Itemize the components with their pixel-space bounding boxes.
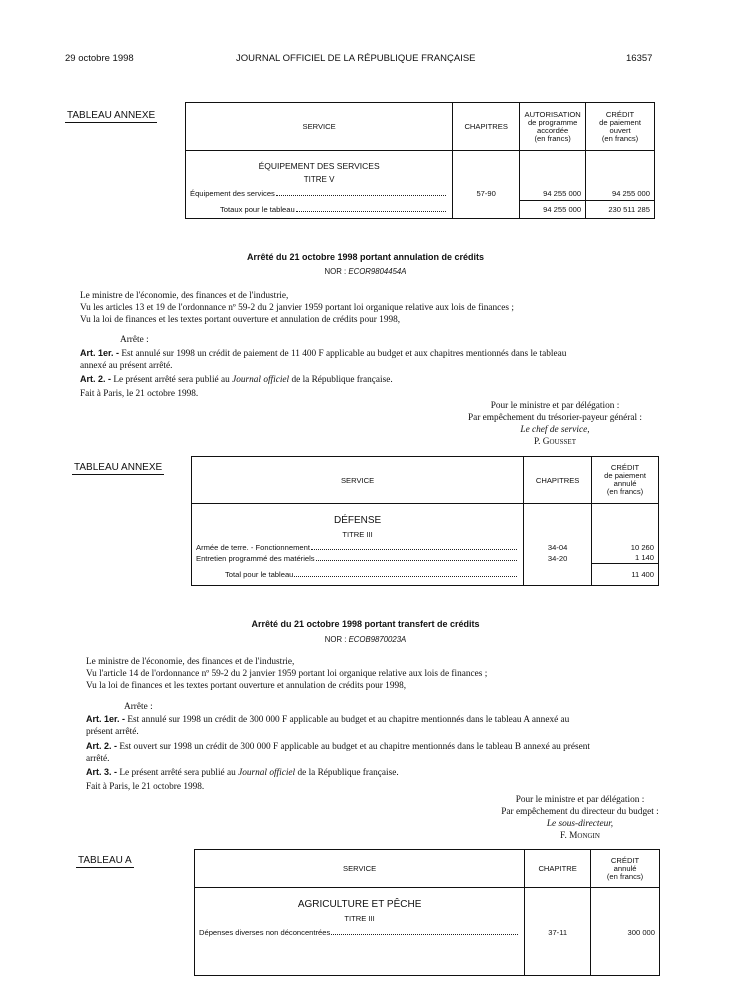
arrete2-art1-line2: présent arrêté.: [86, 727, 139, 737]
table3-section: AGRICULTURE ET PÊCHE: [195, 888, 525, 912]
table1-total-auth: 94 255 000: [520, 201, 586, 219]
arrete1-fait: Fait à Paris, le 21 octobre 1998.: [80, 389, 199, 399]
table1-titre: TITRE V: [186, 173, 453, 187]
arrete2-art3-label: Art. 3. -: [86, 767, 118, 777]
arrete1-nor-label: NOR :: [324, 267, 347, 276]
table1-col-credit-l4: (en francs): [601, 133, 639, 143]
arrete2-art2-line1: Est ouvert sur 1998 un crédit de 300 000 F applicable au budget et au chapitre mentionnés dans le tableau B annexé au présent: [119, 742, 590, 752]
arrete1-art1: [80, 347, 660, 372]
arrete2-preamble: [86, 656, 666, 692]
table3-row-credit: 300 000: [591, 926, 660, 940]
arrete1-sig1: Pour le ministre et par délégation :: [490, 401, 620, 411]
arrete2-art2: [86, 740, 666, 765]
table2-col-chapitres: CHAPITRES: [524, 457, 592, 504]
table2-col-credit-l4: (en francs): [606, 487, 644, 496]
arrete2-art1-line1: Est annulé sur 1998 un crédit de 300 000 F applicable au budget et au chapitre mentionnés dans le tableau A annexé au: [127, 715, 570, 725]
table3-col-credit-l3: (en francs): [606, 871, 644, 881]
table1-row-credit: 94 255 000: [586, 187, 655, 201]
arrete2-p2: Vu l'article 14 de l'ordonnance nº 59-2 du 2 janvier 1959 portant loi organique relative aux lois de finances ;: [86, 669, 488, 679]
journal-title: JOURNAL OFFICIEL DE LA RÉPUBLIQUE FRANÇAISE: [236, 53, 476, 64]
table1-tag: TABLEAU ANNEXE: [67, 110, 156, 121]
arrete1-art2-italic: Journal officiel: [232, 375, 290, 385]
table2-total-credit: 11 400: [592, 564, 659, 586]
table1-col-credit-l2: de paiement: [599, 117, 641, 127]
arrete2-sig2: Par empêchement du directeur du budget :: [501, 807, 659, 817]
table1-col-auth-l1: AUTORISATION: [524, 109, 581, 119]
table3-col-credit-l1: CRÉDIT: [610, 855, 640, 865]
arrete1-p2: Vu les articles 13 et 19 de l'ordonnance nº 59-2 du 2 janvier 1959 portant loi organique relative aux lois de finances ;: [80, 303, 514, 313]
arrete1-signature: [440, 400, 670, 448]
arrete1-p3: Vu la loi de finances et les textes portant ouverture et annulation de crédits pour 1998,: [80, 315, 401, 325]
table2-row-1: [192, 542, 524, 553]
table1-row-label: Équipement des services: [190, 189, 275, 198]
table1-total-credit: 230 511 285: [586, 201, 655, 219]
table1-col-auth: [520, 103, 586, 151]
table1-total-label: Totaux pour le tableau: [220, 204, 295, 214]
arrete1-art1-label: Art. 1er. -: [80, 348, 120, 358]
arrete1-nor: [0, 267, 731, 276]
table1-col-service: SERVICE: [186, 103, 453, 151]
arrete2-art3-italic: Journal officiel: [238, 768, 296, 778]
table3-col-service: SERVICE: [195, 850, 525, 888]
table1: [185, 102, 655, 219]
table2-row-2-credit: 1 140: [592, 553, 659, 564]
arrete2-art1-label: Art. 1er. -: [86, 714, 126, 724]
table2: [191, 456, 659, 586]
arrete2-art3-text-b: de la République française.: [295, 768, 399, 778]
arrete2-sig4: F. Mongin: [560, 831, 600, 841]
table2-row-2-chap: 34-20: [524, 553, 592, 564]
table1-col-credit-l3: ouvert: [609, 125, 631, 135]
table2-total-label: Total pour le tableau: [225, 569, 294, 579]
arrete2-sig3: Le sous-directeur,: [546, 819, 614, 829]
arrete2-title: Arrêté du 21 octobre 1998 portant transfert de crédits: [251, 619, 480, 629]
arrete2-arrete: Arrête :: [124, 702, 153, 712]
table1-col-auth-l4: (en francs): [534, 133, 571, 143]
table3-col-chapitre: CHAPITRE: [525, 850, 591, 888]
arrete2-art3: [86, 766, 399, 779]
arrete2-p3: Vu la loi de finances et les textes portant ouverture et annulation de crédits pour 1998,: [86, 681, 407, 691]
table2-col-service: SERVICE: [192, 457, 524, 504]
table1-col-auth-l3: accordée: [537, 125, 569, 135]
table2-tag: TABLEAU ANNEXE: [74, 462, 163, 473]
table2-row-1-chap: 34-04: [524, 542, 592, 553]
table2-col-credit-l2: de paiement: [604, 471, 646, 480]
arrete1-sig3: Le chef de service,: [520, 425, 590, 435]
table1-col-credit-l1: CRÉDIT: [605, 109, 635, 119]
table1-col-credit: [586, 103, 655, 151]
table2-titre: TITRE III: [192, 528, 524, 542]
arrete1-preamble: [80, 290, 660, 326]
table1-col-chapitres: CHAPITRES: [453, 103, 520, 151]
header-date: 29 octobre 1998: [65, 53, 134, 64]
arrete1-art2: [80, 373, 393, 386]
table2-section: DÉFENSE: [192, 504, 524, 528]
table3-row-label: Dépenses diverses non déconcentrées: [199, 928, 331, 937]
page-number: 16357: [626, 53, 653, 64]
table3-titre: TITRE III: [195, 912, 525, 926]
arrete2-p1: Le ministre de l'économie, des finances et de l'industrie,: [86, 657, 295, 667]
table1-col-auth-l2: de programme: [527, 117, 578, 127]
table2-row-1-label: Armée de terre. - Fonctionnement: [196, 542, 310, 552]
arrete2-nor: [0, 635, 731, 644]
table2-row-2-label: Entretien programmé des matériels: [196, 553, 315, 563]
arrete1-arrete: Arrête :: [120, 335, 149, 345]
table1-row-auth: 94 255 000: [520, 187, 586, 201]
table3-col-credit: [591, 850, 660, 888]
arrete2-art2-line2: arrêté.: [86, 754, 110, 764]
table3-col-credit-l2: annulé: [613, 863, 637, 873]
arrete2-art2-label: Art. 2. -: [86, 741, 118, 751]
arrete2-art3-text-a: Le présent arrêté sera publié au: [119, 768, 239, 778]
arrete1-art1-line2: annexé au présent arrêté.: [80, 361, 173, 371]
arrete2-art1: [86, 713, 666, 738]
table2-row-2: [192, 553, 524, 564]
arrete1-nor-code: ECOR9804454A: [348, 267, 407, 276]
arrete1-art2-text-b: de la République française.: [289, 375, 393, 385]
table2-col-credit: [592, 457, 659, 504]
table3-tag: TABLEAU A: [78, 855, 132, 866]
arrete2-sig1: Pour le ministre et par délégation :: [515, 795, 645, 805]
table2-total: [192, 564, 524, 586]
arrete1-art2-text-a: Le présent arrêté sera publié au: [113, 375, 233, 385]
table1-section: ÉQUIPEMENT DES SERVICES: [186, 151, 453, 173]
arrete1-sig4: P. Gousset: [534, 437, 576, 447]
arrete1-title: Arrêté du 21 octobre 1998 portant annulation de crédits: [246, 252, 485, 262]
arrete1-art1-line1: Est annulé sur 1998 un crédit de paiement de 11 400 F applicable au budget et aux chapitres mentionnés dans le tableau: [121, 349, 567, 359]
table2-col-credit-l3: annulé: [613, 479, 637, 488]
table3-row-chap: 37-11: [525, 926, 591, 940]
arrete2-nor-label: NOR :: [324, 635, 347, 644]
table1-total: [186, 201, 453, 219]
table3: [194, 849, 660, 976]
arrete1-p1: Le ministre de l'économie, des finances et de l'industrie,: [80, 291, 289, 301]
table2-row-1-credit: 10 260: [592, 542, 659, 553]
table2-col-credit-l1: CRÉDIT: [610, 463, 640, 472]
arrete1-sig2: Par empêchement du trésorier-payeur général :: [467, 413, 643, 423]
arrete2-signature: [460, 794, 700, 842]
arrete2-nor-code: ECOB9870023A: [348, 635, 407, 644]
table1-row-chap: 57-90: [453, 187, 520, 201]
arrete1-art2-label: Art. 2. -: [80, 374, 112, 384]
arrete2-fait: Fait à Paris, le 21 octobre 1998.: [86, 782, 205, 792]
table3-row: [195, 926, 525, 940]
table1-row: [186, 187, 453, 201]
